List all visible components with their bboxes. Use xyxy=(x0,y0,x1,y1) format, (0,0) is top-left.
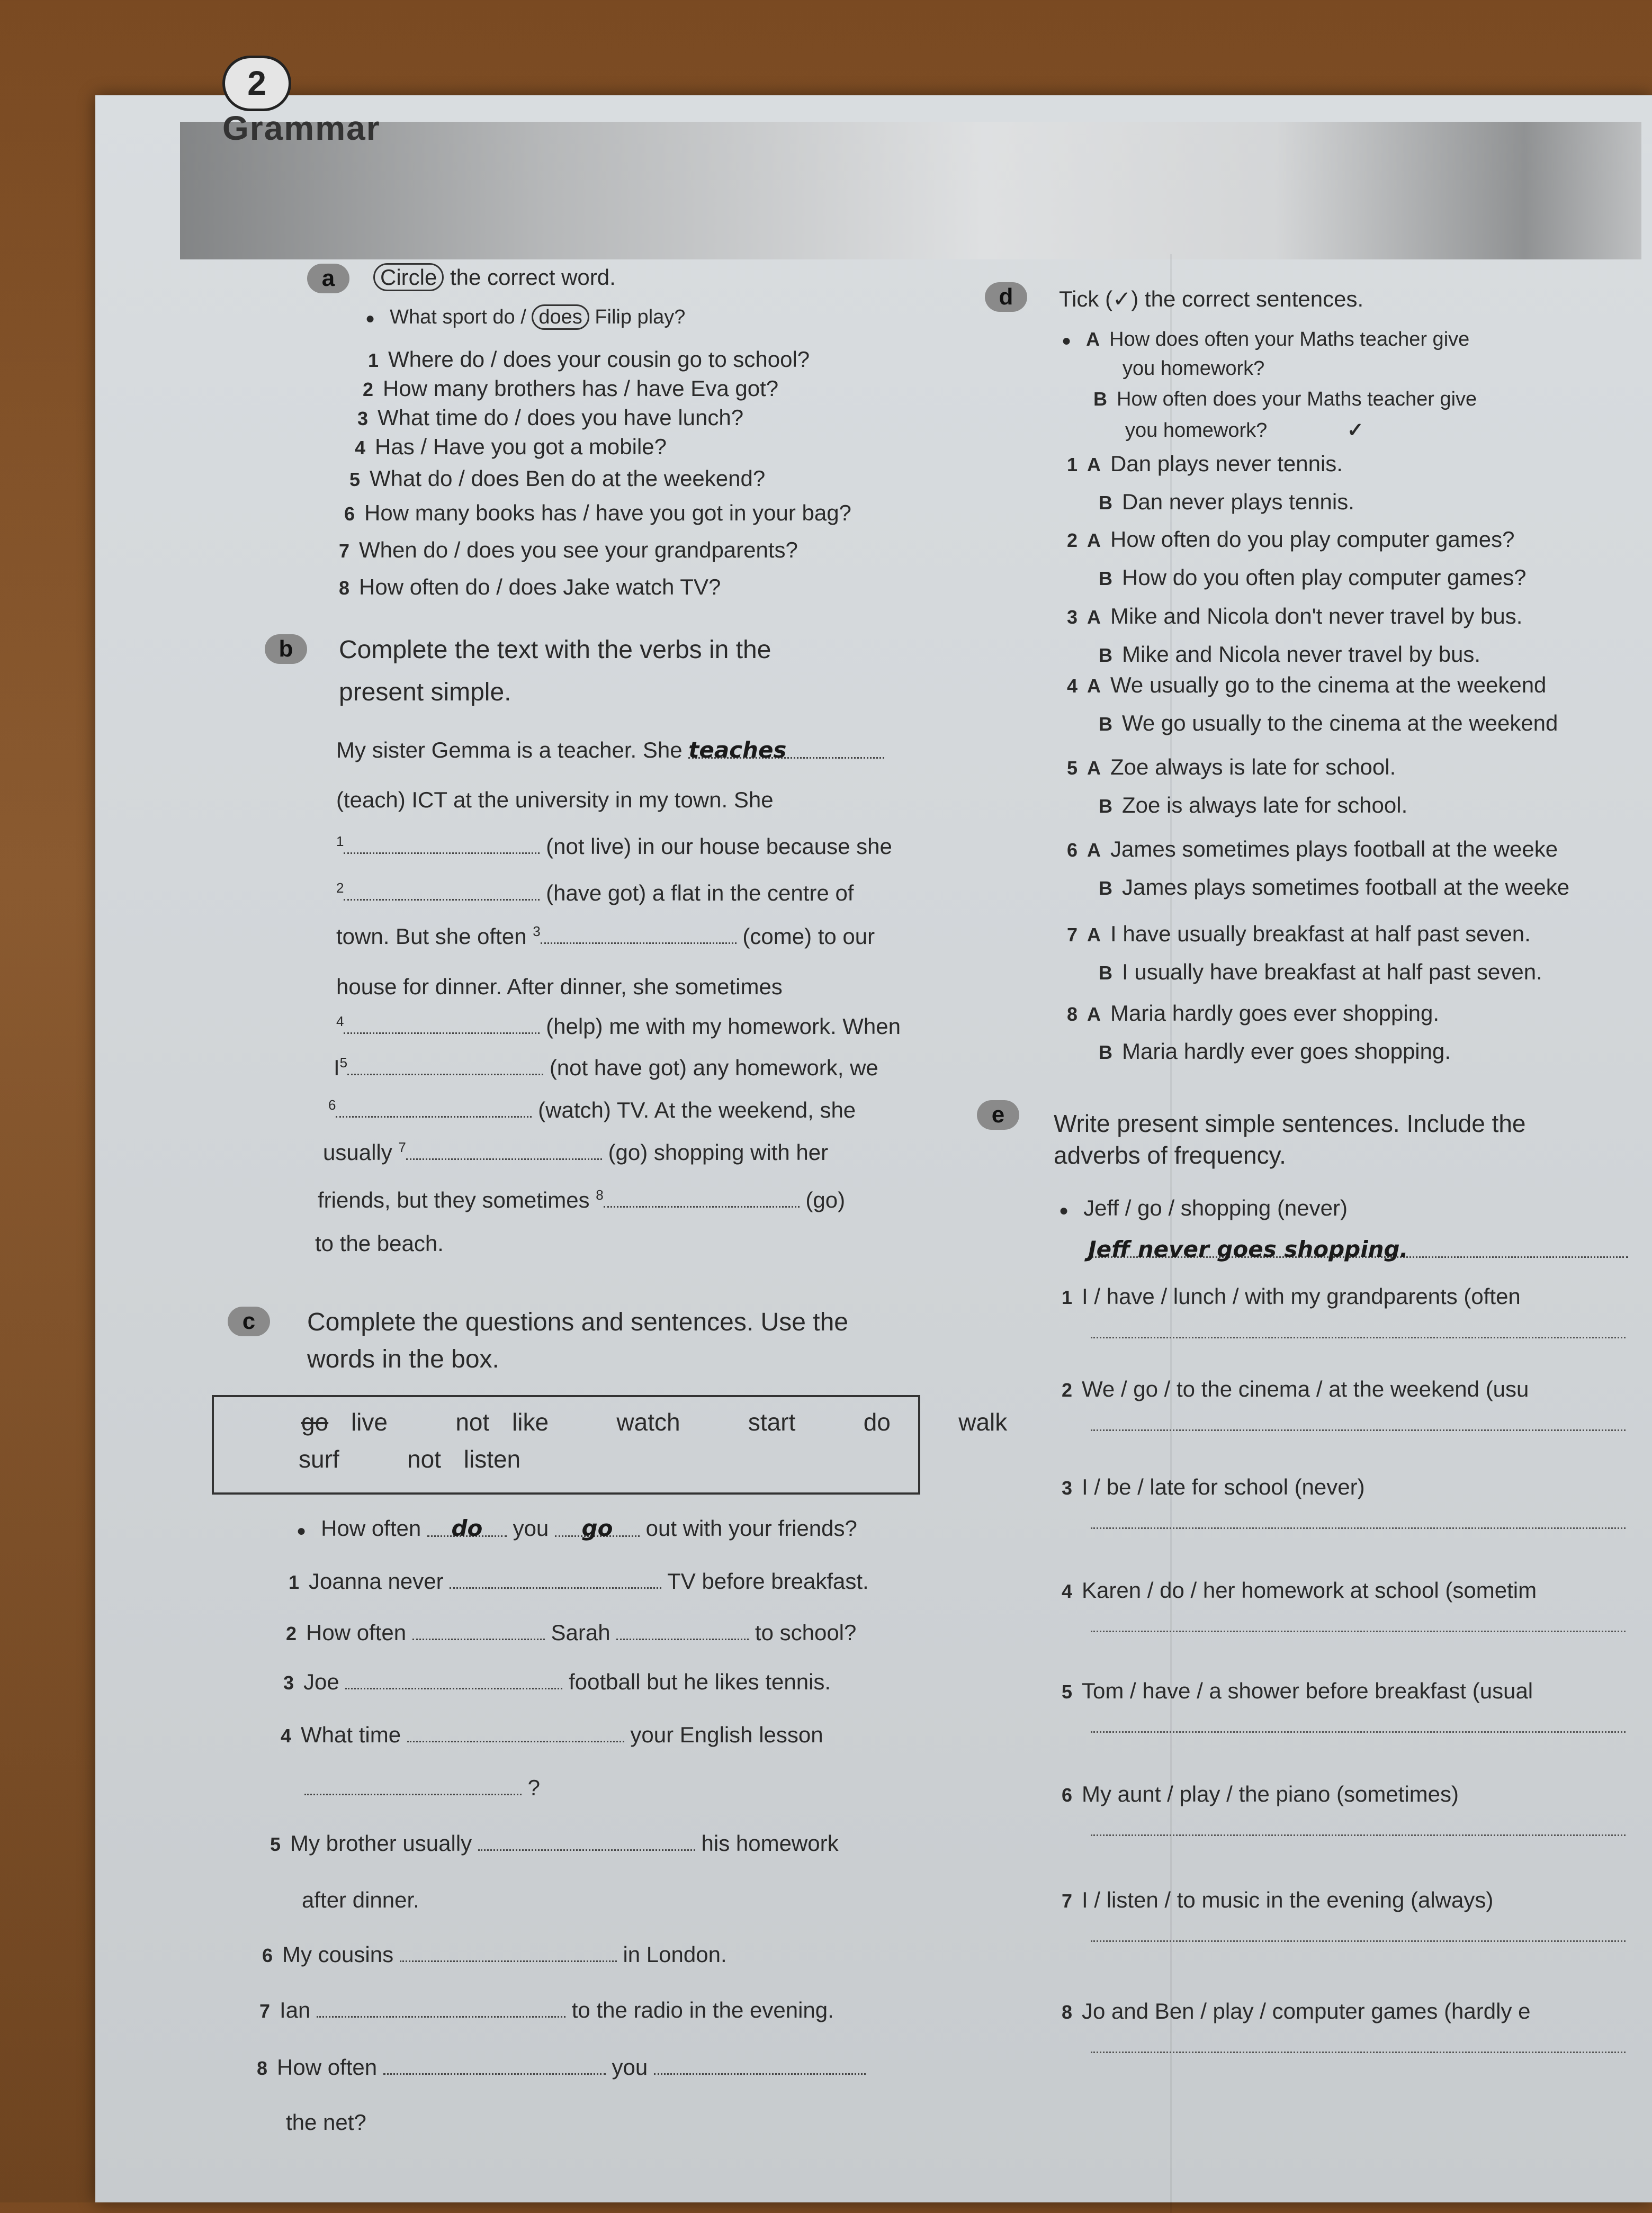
section-b-instruction-1: Complete the text with the verbs in the xyxy=(339,636,771,664)
a-item: 8 How often do / does Jake watch TV? xyxy=(339,574,721,599)
d-option-b[interactable]: B How do you often play computer games? xyxy=(1099,565,1527,590)
c-item-8-cont: the net? xyxy=(286,2110,366,2135)
section-d-badge: d xyxy=(985,282,1027,312)
section-b-instruction-2: present simple. xyxy=(339,678,511,706)
section-a-badge: a xyxy=(307,264,349,293)
d-option-a[interactable]: 2 A How often do you play computer games? xyxy=(1067,527,1515,552)
e-answer-line[interactable] xyxy=(1091,1940,1626,1942)
d-example-a-cont: you homework? xyxy=(1123,357,1265,380)
blank-7[interactable] xyxy=(406,1138,602,1160)
e-answer-line[interactable] xyxy=(1091,1337,1626,1338)
text-line-2: (teach) ICT at the university in my town. She xyxy=(336,787,774,812)
d-option-b[interactable]: B Mike and Nicola never travel by bus. xyxy=(1099,642,1480,667)
e-example-answer xyxy=(1088,1236,1628,1262)
section-c-badge: c xyxy=(228,1307,270,1336)
word-box xyxy=(212,1395,1008,1495)
tick-mark: ✓ xyxy=(1346,419,1364,442)
text-line-4: $^2$ (have got) a flat in the centre of xyxy=(336,880,854,905)
c-item-7: 7 Ian to the radio in the evening. xyxy=(259,1996,834,2023)
d-option-a[interactable]: 1 A Dan plays never tennis. xyxy=(1067,451,1343,476)
instruction-circle-word: Circle xyxy=(373,263,444,291)
d-example-b-cont: you homework? ✓ xyxy=(1125,419,1364,442)
e-item: 2 We / go / to the cinema / at the weekend (usu xyxy=(1062,1377,1529,1401)
d-option-b[interactable]: B James plays sometimes football at the weeke xyxy=(1099,875,1570,899)
c-item-5: 5 My brother usually his homework xyxy=(270,1829,839,1856)
d-example-b: B How often does your Maths teacher give xyxy=(1093,388,1477,410)
d-option-a[interactable]: 5 A Zoe always is late for school. xyxy=(1067,754,1396,779)
text-line-6: house for dinner. After dinner, she sometimes xyxy=(336,974,783,999)
e-item: 6 My aunt / play / the piano (sometimes) xyxy=(1062,1782,1459,1806)
text-line-10: usually $^7$ (go) shopping with her xyxy=(323,1139,829,1165)
text-line-11: friends, but they sometimes $^8$ (go) xyxy=(318,1187,846,1212)
d-option-b[interactable]: B Maria hardly ever goes shopping. xyxy=(1099,1039,1451,1064)
e-answer-line[interactable] xyxy=(1091,1631,1626,1632)
word-box-row-1: go live not like watch start do walk xyxy=(301,1408,1008,1436)
d-option-a[interactable]: 4 A We usually go to the cinema at the weekend xyxy=(1067,672,1547,697)
e-item: 3 I / be / late for school (never) xyxy=(1062,1474,1365,1499)
d-example-a: ● A How does often your Maths teacher give xyxy=(1062,328,1470,350)
text-line-9: $^6$ (watch) TV. At the weekend, she xyxy=(328,1097,856,1122)
e-answer-line[interactable] xyxy=(1091,2052,1626,2053)
answer-teaches: teaches xyxy=(688,737,787,763)
answer-jeff: Jeff never goes shopping. xyxy=(1088,1236,1408,1262)
section-a-example: ● What sport do / does Filip play? xyxy=(365,306,685,329)
c-item-6: 6 My cousins in London. xyxy=(262,1940,727,1967)
blank-1[interactable] xyxy=(344,832,540,854)
c-item-4: 4 What time your English lesson xyxy=(281,1721,823,1748)
d-option-a[interactable]: 7 A I have usually breakfast at half past seven. xyxy=(1067,921,1531,946)
page-title: Grammar xyxy=(222,109,381,147)
text-line-8: $I^5$ (not have got) any homework, we xyxy=(334,1055,878,1080)
e-answer-line[interactable] xyxy=(1091,1731,1626,1733)
section-c-instruction-2: words in the box. xyxy=(307,1345,499,1373)
text-line-5: town. But she often $^3$ (come) to our xyxy=(336,923,875,949)
circled-answer: does xyxy=(532,304,589,330)
word-box-row-2: surf not listen xyxy=(299,1445,521,1473)
section-e-badge: e xyxy=(977,1100,1019,1130)
blank-3[interactable] xyxy=(541,922,737,944)
d-option-a[interactable]: 3 A Mike and Nicola don't never travel by bus. xyxy=(1067,604,1523,628)
section-c-example: ● How often do you go out with your friends? xyxy=(297,1515,857,1541)
c-item-2: 2 How often Sarah to school? xyxy=(286,1618,856,1645)
e-item: 8 Jo and Ben / play / computer games (hardly e xyxy=(1062,1999,1531,2023)
blank-2[interactable] xyxy=(344,879,540,901)
d-option-b[interactable]: B I usually have breakfast at half past seven. xyxy=(1099,959,1542,984)
e-item: 5 Tom / have / a shower before breakfast (usual xyxy=(1062,1678,1533,1703)
d-option-b[interactable]: B Dan never plays tennis. xyxy=(1099,489,1354,514)
header-band xyxy=(180,122,1641,259)
e-answer-line[interactable] xyxy=(1091,1429,1626,1431)
section-d-instruction: Tick (✓) the correct sentences. xyxy=(1059,286,1364,311)
e-answer-line[interactable] xyxy=(1091,1834,1626,1836)
section-b-badge: b xyxy=(265,634,307,664)
a-item: 7 When do / does you see your grandparents? xyxy=(339,537,798,562)
blank-4[interactable] xyxy=(344,1012,540,1034)
a-item: 3 What time do / does you have lunch? xyxy=(357,405,744,430)
blank-6[interactable] xyxy=(336,1096,532,1118)
d-option-b[interactable]: B We go usually to the cinema at the weekend xyxy=(1099,710,1558,735)
a-item: 2 How many brothers has / have Eva got? xyxy=(363,376,779,401)
e-answer-line[interactable] xyxy=(1091,1527,1626,1529)
d-option-a[interactable]: 6 A James sometimes plays football at the weeke xyxy=(1067,836,1558,861)
c-item-3: 3 Joe football but he likes tennis. xyxy=(283,1668,831,1695)
a-item: 1 Where do / does your cousin go to school? xyxy=(368,347,810,372)
c-item-1: 1 Joanna never TV before breakfast. xyxy=(289,1567,869,1594)
a-item: 4 Has / Have you got a mobile? xyxy=(355,434,667,459)
section-a-instruction xyxy=(373,265,616,290)
text-line-1: My sister Gemma is a teacher. She teaches xyxy=(336,737,884,763)
e-item: 4 Karen / do / her homework at school (sometim xyxy=(1062,1578,1537,1603)
unit-number: 2 xyxy=(222,56,291,111)
e-item: 1 I / have / lunch / with my grandparents (often xyxy=(1062,1284,1521,1309)
d-option-b[interactable]: B Zoe is always late for school. xyxy=(1099,793,1408,817)
c-item-5-cont: after dinner. xyxy=(302,1887,419,1912)
a-item: 5 What do / does Ben do at the weekend? xyxy=(349,466,766,491)
text-line-7: $^4$ (help) me with my homework. When xyxy=(336,1013,901,1039)
text-line-12: to the beach. xyxy=(315,1231,444,1256)
a-item: 6 How many books has / have you got in your bag? xyxy=(344,500,851,525)
e-item: 7 I / listen / to music in the evening (always) xyxy=(1062,1887,1494,1912)
section-e-instruction-1: Write present simple sentences. Include the xyxy=(1054,1110,1526,1137)
blank-5[interactable] xyxy=(347,1054,543,1075)
c-item-8: 8 How often you xyxy=(257,2053,866,2080)
text-line-3: $^1$ (not live) in our house because she xyxy=(336,833,892,859)
crossed-word: go xyxy=(301,1408,329,1436)
section-c-instruction-1: Complete the questions and sentences. Use the xyxy=(307,1308,848,1336)
e-example-prompt: ● Jeff / go / shopping (never) xyxy=(1059,1195,1348,1220)
c-item-4-cont: ? xyxy=(304,1774,540,1801)
blank-8[interactable] xyxy=(604,1186,800,1208)
d-option-a[interactable]: 8 A Maria hardly goes ever shopping. xyxy=(1067,1001,1440,1025)
section-e-instruction-2: adverbs of frequency. xyxy=(1054,1141,1286,1169)
instruction-text: the correct word. xyxy=(450,265,616,290)
